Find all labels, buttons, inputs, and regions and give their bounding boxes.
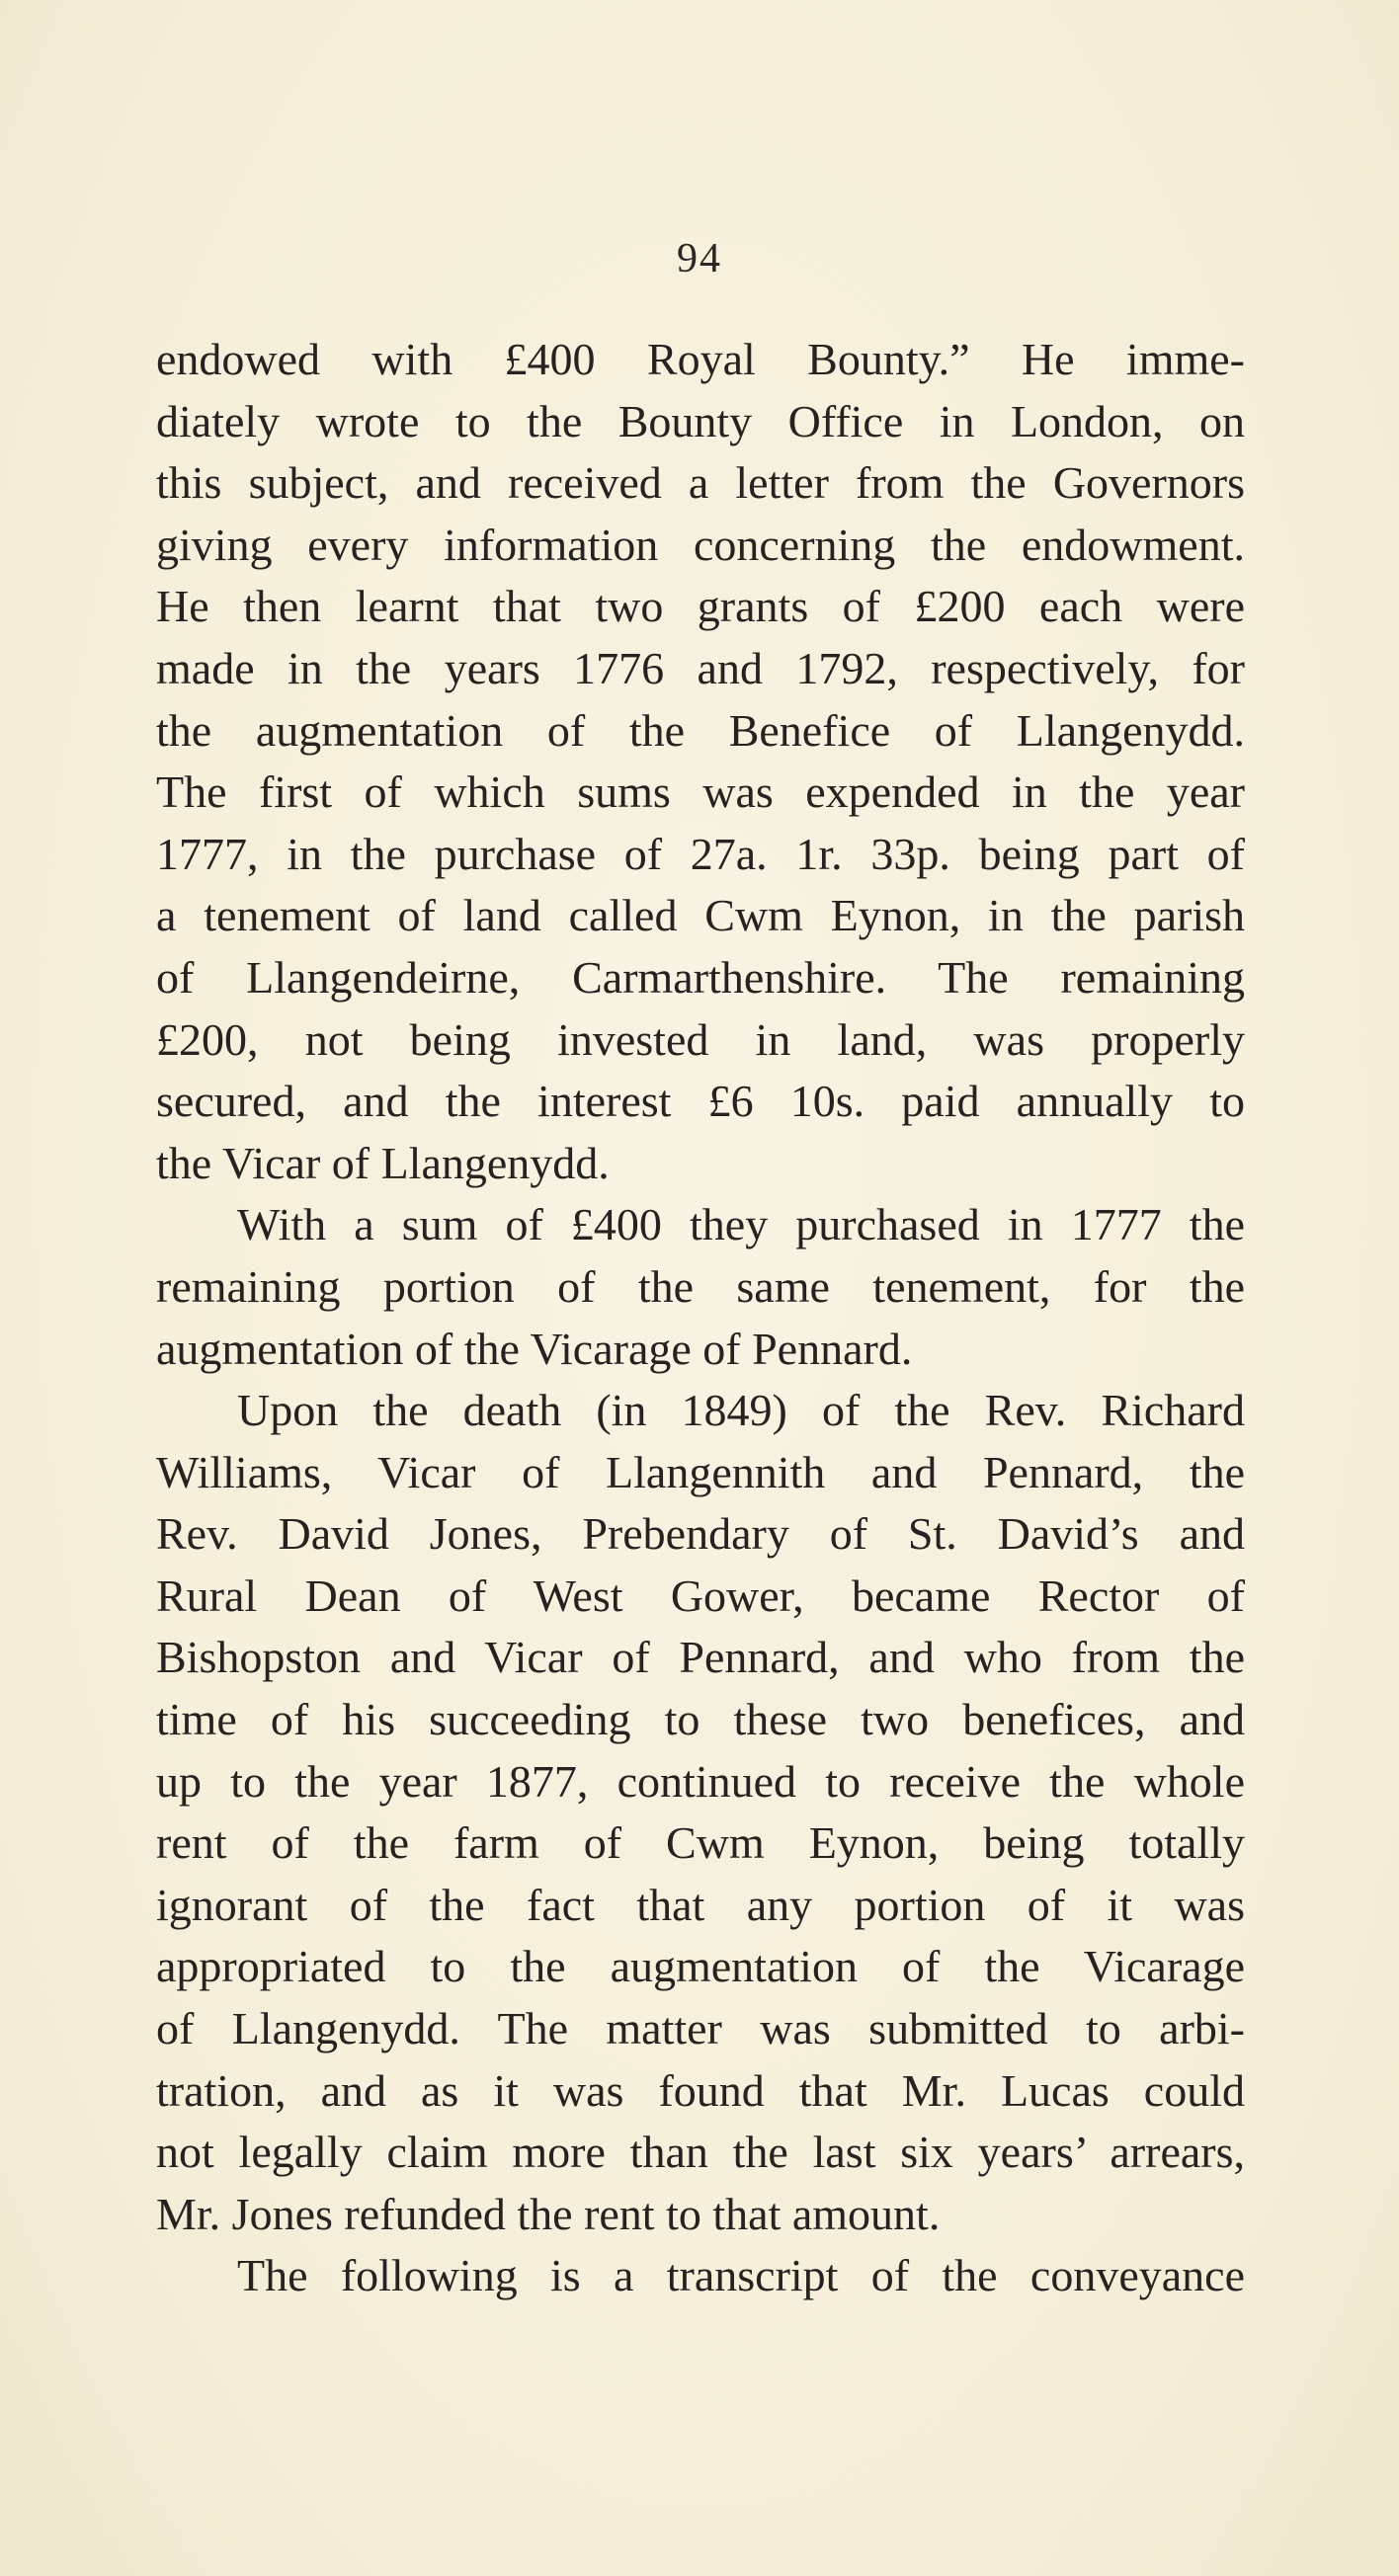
text-line: Rural Dean of West Gower, became Rector of bbox=[156, 1570, 1245, 1621]
text-line: Rev. David Jones, Prebendary of St. David’s and bbox=[156, 1508, 1245, 1560]
text-line: ignorant of the fact that any portion of it was bbox=[156, 1879, 1245, 1930]
text-line: appropriated to the augmentation of the Vicarage bbox=[156, 1941, 1245, 1992]
text-line: rent of the farm of Cwm Eynon, being totally bbox=[156, 1817, 1245, 1869]
text-line: He then learnt that two grants of £200 each were bbox=[156, 581, 1245, 632]
text-line: made in the years 1776 and 1792, respectively, for bbox=[156, 642, 1245, 693]
body-text bbox=[156, 329, 1245, 2307]
text-line: £200, not being invested in land, was properly bbox=[156, 1013, 1245, 1065]
text-line: Williams, Vicar of Llangennith and Pennard, the bbox=[156, 1446, 1245, 1497]
page-number: 94 bbox=[677, 236, 722, 282]
text-line: of Llangendeirne, Carmarthenshire. The remaining bbox=[156, 951, 1245, 1003]
text-line: giving every information concerning the endowment. bbox=[156, 519, 1245, 570]
text-line: this subject, and received a letter from the Governors bbox=[156, 457, 1245, 509]
text-line: Upon the death (in 1849) of the Rev. Richard bbox=[237, 1385, 1245, 1436]
text-line: secured, and the interest £6 10s. paid annually to bbox=[156, 1076, 1245, 1127]
text-line: augmentation of the Vicarage of Pennard. bbox=[156, 1323, 913, 1374]
text-line: diately wrote to the Bounty Office in London, on bbox=[156, 395, 1245, 446]
text-line: Bishopston and Vicar of Pennard, and who from the bbox=[156, 1632, 1245, 1683]
text-line: Mr. Jones refunded the rent to that amount. bbox=[156, 2188, 941, 2239]
text-line: 1777, in the purchase of 27a. 1r. 33p. being part of bbox=[156, 828, 1245, 879]
text-line: the augmentation of the Benefice of Llangenydd. bbox=[156, 704, 1245, 756]
text-line: The following is a transcript of the conveyance bbox=[237, 2250, 1245, 2301]
text-line: of Llangenydd. The matter was submitted to arbi- bbox=[156, 2003, 1245, 2054]
text-line: not legally claim more than the last six years’ arrears, bbox=[156, 2127, 1245, 2178]
text-line: tration, and as it was found that Mr. Lucas could bbox=[156, 2064, 1245, 2116]
text-line: The first of which sums was expended in the year bbox=[156, 766, 1245, 818]
text-line: a tenement of land called Cwm Eynon, in the parish bbox=[156, 890, 1245, 941]
text-line: With a sum of £400 they purchased in 1777 the bbox=[237, 1199, 1245, 1250]
text-line: remaining portion of the same tenement, for the bbox=[156, 1260, 1245, 1312]
text-line: the Vicar of Llangenydd. bbox=[156, 1137, 610, 1188]
text-line: endowed with £400 Royal Bounty.” He imme- bbox=[156, 334, 1245, 384]
text-line: up to the year 1877, continued to receive the whole bbox=[156, 1755, 1245, 1807]
text-line: time of his succeeding to these two benefices, and bbox=[156, 1694, 1245, 1745]
